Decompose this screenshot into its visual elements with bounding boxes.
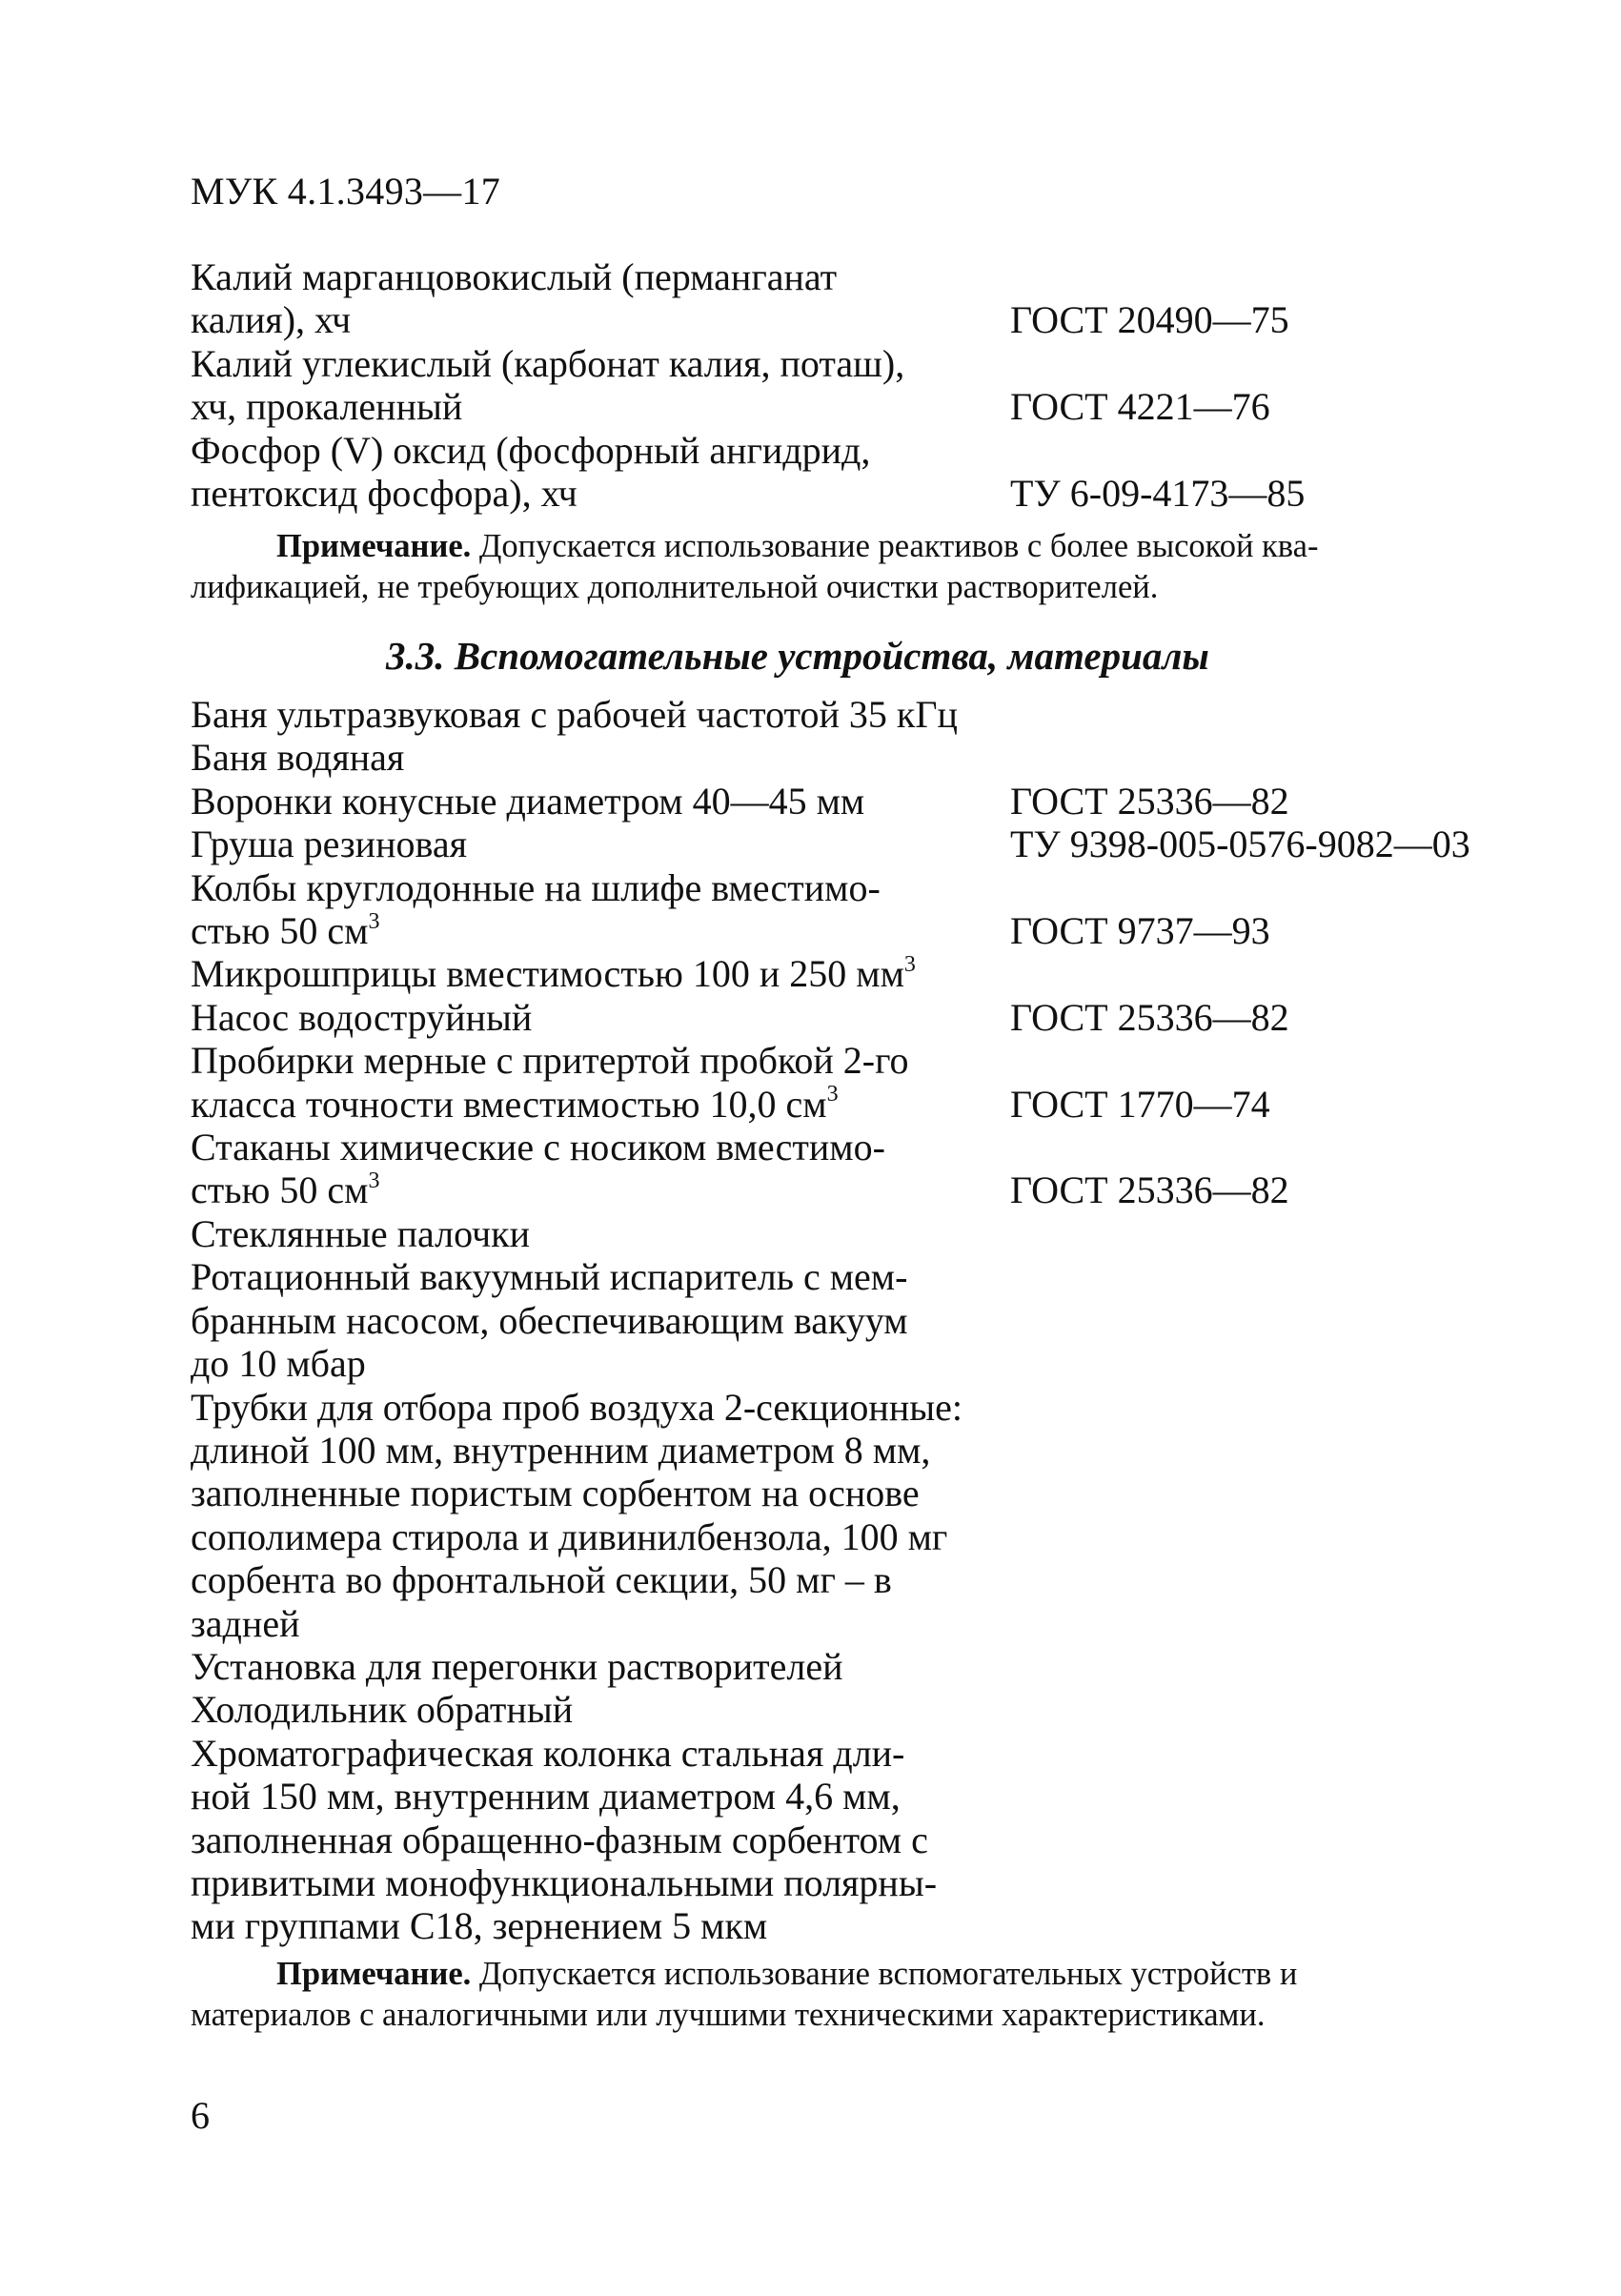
equipment-name: Стеклянные палочки: [191, 1211, 531, 1255]
equipment-standard: ГОСТ 1770—74: [1010, 1082, 1270, 1126]
equipment-name: Груша резиновая: [191, 823, 467, 866]
equipment-item: [191, 952, 1496, 995]
reagent-standard: ТУ 6-09-4173—85: [1010, 472, 1306, 516]
reagent-standard: ГОСТ 20490—75: [1010, 298, 1289, 342]
reagent-item: [191, 429, 1496, 516]
equipment-name: Хроматографическая колонка стальная дли- ной 150 мм, внутренним диаметром 4,6 мм, заполненная обращенно-фазным сорбентом с привитыми монофункциональными полярны- ми группами С18, зернением 5 мкм: [191, 1731, 938, 1948]
equipment-item: [191, 693, 1496, 736]
equipment-name: Установка для перегонки растворителей: [191, 1644, 843, 1688]
equipment-standard: ГОСТ 9737—93: [1010, 909, 1270, 953]
equipment-name: Баня ультразвуковая с рабочей частотой 35 кГц: [191, 693, 958, 736]
note-text: Допускается использование реактивов с более высокой ква-: [471, 528, 1319, 564]
equipment-name: Холодильник обратный: [191, 1688, 574, 1732]
equipment-item: [191, 866, 1496, 953]
superscript: 3: [368, 1168, 380, 1194]
equipment-name: Пробирки мерные с притертой пробкой 2-го класса точности вместимостью 10,0 см: [191, 1039, 909, 1126]
note-text: Допускается использование вспомогательных устройств и: [471, 1956, 1298, 1992]
document-header: МУК 4.1.3493—17: [191, 170, 501, 213]
reagents-note: [191, 526, 1429, 608]
equipment-item: [191, 1255, 1496, 1385]
equipment-note: [191, 1954, 1429, 2036]
equipment-item: [191, 996, 1496, 1039]
reagents-list: [191, 255, 1496, 515]
note-text-continued: материалов с аналогичными или лучшими техническими характеристиками.: [191, 1997, 1266, 2033]
note-label: Примечание.: [276, 1956, 472, 1992]
note-label: Примечание.: [276, 528, 472, 564]
equipment-item: [191, 780, 1496, 823]
equipment-standard: ГОСТ 25336—82: [1010, 1168, 1289, 1212]
equipment-item: [191, 1732, 1496, 1948]
reagent-name: Калий марганцовокислый (перманганат калия), хч: [191, 255, 838, 342]
equipment-item: [191, 1645, 1496, 1688]
equipment-standard: ГОСТ 25336—82: [1010, 779, 1289, 823]
reagent-name: Калий углекислый (карбонат калия, поташ), хч, прокаленный: [191, 341, 905, 429]
equipment-name: Колбы круглодонные на шлифе вместимо- стью 50 см: [191, 865, 881, 953]
reagent-name: Фосфор (V) оксид (фосфорный ангидрид, пентоксид фосфора), хч: [191, 428, 871, 516]
equipment-name: Микрошприцы вместимостью 100 и 250 мм: [191, 952, 904, 996]
equipment-item: [191, 1688, 1496, 1731]
superscript: 3: [903, 952, 916, 978]
equipment-name: Трубки для отбора проб воздуха 2-секционные: длиной 100 мм, внутренним диаметром 8 мм, заполненные пористым сорбентом на основе сополимера стирола и дивинилбензола, 100 мг сорбента во фронтальной секции, 50 мг – в задней: [191, 1385, 962, 1645]
superscript: 3: [826, 1082, 839, 1107]
equipment-item: [191, 1212, 1496, 1255]
note-text-continued: лификацией, не требующих дополнительной очистки растворителей.: [191, 569, 1159, 605]
equipment-item: [191, 1126, 1496, 1212]
equipment-name: Ротационный вакуумный испаритель с мем- бранным насосом, обеспечивающим вакуум до 10 мбар: [191, 1255, 908, 1386]
reagent-item: [191, 255, 1496, 342]
page-number: 6: [191, 2094, 210, 2137]
equipment-list: [191, 693, 1496, 1948]
superscript: 3: [368, 908, 380, 934]
equipment-name: Стаканы химические с носиком вместимо- стью 50 см: [191, 1126, 885, 1212]
equipment-name: Баня водяная: [191, 736, 405, 780]
equipment-item: [191, 736, 1496, 779]
equipment-item: [191, 1039, 1496, 1126]
equipment-item: [191, 823, 1496, 865]
section-title: 3.3. Вспомогательные устройства, материалы: [386, 634, 1209, 678]
equipment-standard: ТУ 9398-005-0576-9082—03: [1010, 823, 1470, 866]
equipment-name: Насос водоструйный: [191, 995, 533, 1039]
reagent-item: [191, 342, 1496, 429]
reagent-standard: ГОСТ 4221—76: [1010, 385, 1270, 429]
equipment-name: Воронки конусные диаметром 40—45 мм: [191, 779, 865, 823]
equipment-item: [191, 1386, 1496, 1645]
equipment-standard: ГОСТ 25336—82: [1010, 995, 1289, 1039]
